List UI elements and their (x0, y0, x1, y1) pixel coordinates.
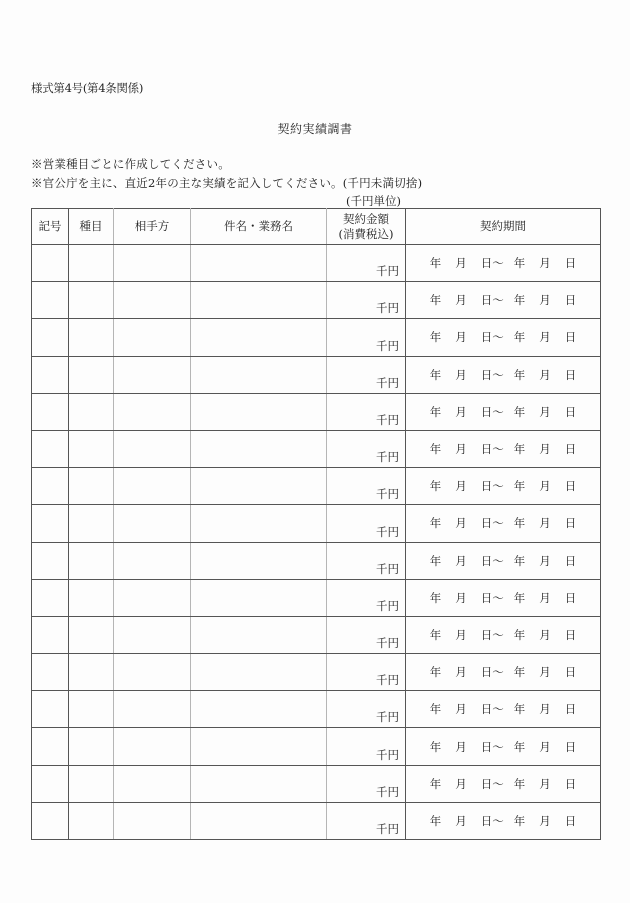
header-subject: 件名・業務名 (191, 209, 327, 245)
amount-unit: 千円 (376, 412, 399, 427)
period-to-day: 日 (564, 627, 577, 642)
period-from-day: 日〜 (480, 404, 504, 419)
period-from-day: 日〜 (480, 293, 504, 308)
cell-category[interactable] (69, 579, 114, 616)
period-from-year: 年 (429, 627, 442, 642)
cell-subject[interactable] (191, 691, 327, 728)
period-to-day: 日 (564, 479, 577, 494)
cell-amount[interactable] (327, 356, 406, 393)
amount-unit: 千円 (376, 375, 399, 390)
cell-subject[interactable] (191, 356, 327, 393)
cell-counterparty[interactable] (114, 765, 191, 802)
period-to-day: 日 (564, 256, 577, 271)
cell-period[interactable] (406, 616, 601, 653)
cell-period[interactable] (406, 654, 601, 691)
cell-code[interactable] (32, 765, 69, 802)
table-row (32, 579, 601, 616)
table-row (32, 468, 601, 505)
period-from-month: 月 (455, 553, 467, 568)
period-from-month: 月 (455, 702, 467, 717)
header-amount-line1: 契約金額 (343, 211, 389, 226)
cell-category[interactable] (69, 505, 114, 542)
cell-category[interactable] (69, 802, 114, 839)
period-from-year: 年 (429, 442, 442, 457)
period-to-month: 月 (539, 479, 551, 494)
period-from-month: 月 (455, 516, 467, 531)
cell-amount[interactable] (327, 468, 406, 505)
header-category: 種目 (69, 209, 114, 245)
cell-counterparty[interactable] (114, 245, 191, 282)
period-from-month: 月 (455, 739, 467, 754)
amount-unit: 千円 (376, 487, 399, 502)
cell-counterparty[interactable] (114, 654, 191, 691)
cell-category[interactable] (69, 468, 114, 505)
period-from-year: 年 (429, 776, 442, 791)
cell-subject[interactable] (191, 505, 327, 542)
table-row (32, 654, 601, 691)
cell-amount[interactable] (327, 579, 406, 616)
cell-subject[interactable] (191, 430, 327, 467)
note-per-business-type: ※営業種目ごとに作成してください。 (31, 157, 230, 171)
period-from-month: 月 (455, 330, 467, 345)
cell-category[interactable] (69, 616, 114, 653)
table-row (32, 430, 601, 467)
period-to-year: 年 (513, 776, 526, 791)
table-row (32, 282, 601, 319)
period-to-month: 月 (539, 293, 551, 308)
header-counterparty: 相手方 (114, 209, 191, 245)
document-title-wrap (0, 120, 630, 137)
table-row (32, 691, 601, 728)
period-to-month: 月 (539, 590, 551, 605)
period-to-month: 月 (539, 813, 551, 828)
cell-period[interactable] (406, 765, 601, 802)
period-from-year: 年 (429, 256, 442, 271)
amount-unit: 千円 (376, 784, 399, 799)
cell-amount[interactable] (327, 430, 406, 467)
cell-subject[interactable] (191, 728, 327, 765)
cell-code[interactable] (32, 579, 69, 616)
cell-period[interactable] (406, 542, 601, 579)
period-from-day: 日〜 (480, 516, 504, 531)
cell-period[interactable] (406, 393, 601, 430)
period-from-year: 年 (429, 702, 442, 717)
period-to-day: 日 (564, 293, 577, 308)
cell-amount[interactable] (327, 542, 406, 579)
period-from-month: 月 (455, 404, 467, 419)
period-to-year: 年 (513, 404, 526, 419)
cell-counterparty[interactable] (114, 282, 191, 319)
amount-unit: 千円 (376, 822, 399, 836)
period-to-day: 日 (564, 702, 577, 717)
cell-amount[interactable] (327, 802, 406, 839)
period-to-year: 年 (513, 590, 526, 605)
period-to-month: 月 (539, 776, 551, 791)
cell-period[interactable] (406, 579, 601, 616)
cell-subject[interactable] (191, 616, 327, 653)
cell-amount[interactable] (327, 654, 406, 691)
cell-counterparty[interactable] (114, 468, 191, 505)
cell-subject[interactable] (191, 282, 327, 319)
period-from-day: 日〜 (480, 256, 504, 271)
period-to-day: 日 (564, 739, 577, 754)
cell-subject[interactable] (191, 579, 327, 616)
cell-period[interactable] (406, 282, 601, 319)
header-period: 契約期間 (406, 209, 601, 245)
period-to-month: 月 (539, 627, 551, 642)
period-from-day: 日〜 (480, 739, 504, 754)
period-to-year: 年 (513, 256, 526, 271)
cell-code[interactable] (32, 802, 69, 839)
period-to-day: 日 (564, 442, 577, 457)
period-from-year: 年 (429, 293, 442, 308)
cell-period[interactable] (406, 691, 601, 728)
cell-amount[interactable] (327, 282, 406, 319)
period-from-year: 年 (429, 813, 442, 828)
table-row (32, 245, 601, 282)
period-from-month: 月 (455, 813, 467, 828)
period-to-year: 年 (513, 367, 526, 382)
period-from-day: 日〜 (480, 665, 504, 680)
period-from-month: 月 (455, 367, 467, 382)
table-row (32, 319, 601, 356)
period-to-month: 月 (539, 404, 551, 419)
unit-label: (千円単位) (346, 194, 401, 208)
cell-code[interactable] (32, 282, 69, 319)
amount-unit: 千円 (376, 598, 399, 613)
period-from-day: 日〜 (480, 590, 504, 605)
period-to-year: 年 (513, 702, 526, 717)
period-to-day: 日 (564, 776, 577, 791)
amount-unit: 千円 (376, 264, 399, 279)
period-from-month: 月 (455, 590, 467, 605)
period-from-year: 年 (429, 739, 442, 754)
amount-unit: 千円 (376, 450, 399, 465)
period-to-month: 月 (539, 516, 551, 531)
period-from-year: 年 (429, 479, 442, 494)
period-from-month: 月 (455, 442, 467, 457)
table-row (32, 356, 601, 393)
cell-counterparty[interactable] (114, 616, 191, 653)
cell-category[interactable] (69, 542, 114, 579)
table-row (32, 616, 601, 653)
cell-counterparty[interactable] (114, 319, 191, 356)
cell-category[interactable] (69, 393, 114, 430)
cell-amount[interactable] (327, 393, 406, 430)
cell-counterparty[interactable] (114, 728, 191, 765)
amount-unit: 千円 (376, 524, 399, 539)
cell-subject[interactable] (191, 245, 327, 282)
header-amount (327, 209, 406, 245)
cell-period[interactable] (406, 356, 601, 393)
cell-category[interactable] (69, 430, 114, 467)
period-from-month: 月 (455, 665, 467, 680)
period-from-day: 日〜 (480, 813, 504, 828)
cell-category[interactable] (69, 319, 114, 356)
cell-code[interactable] (32, 468, 69, 505)
cell-code[interactable] (32, 393, 69, 430)
period-from-day: 日〜 (480, 627, 504, 642)
header-code: 記号 (32, 209, 69, 245)
period-from-month: 月 (455, 627, 467, 642)
cell-amount[interactable] (327, 245, 406, 282)
period-from-month: 月 (455, 256, 467, 271)
cell-category[interactable] (69, 245, 114, 282)
period-from-day: 日〜 (480, 442, 504, 457)
cell-code[interactable] (32, 430, 69, 467)
period-to-year: 年 (513, 665, 526, 680)
period-to-month: 月 (539, 330, 551, 345)
cell-counterparty[interactable] (114, 691, 191, 728)
period-to-year: 年 (513, 553, 526, 568)
cell-amount[interactable] (327, 728, 406, 765)
cell-period[interactable] (406, 245, 601, 282)
cell-amount[interactable] (327, 691, 406, 728)
period-from-month: 月 (455, 293, 467, 308)
period-to-month: 月 (539, 553, 551, 568)
period-from-year: 年 (429, 330, 442, 345)
amount-unit: 千円 (376, 747, 399, 762)
cell-code[interactable] (32, 654, 69, 691)
period-from-month: 月 (455, 479, 467, 494)
cell-subject[interactable] (191, 542, 327, 579)
cell-category[interactable] (69, 282, 114, 319)
cell-period[interactable] (406, 505, 601, 542)
period-to-year: 年 (513, 479, 526, 494)
cell-counterparty[interactable] (114, 393, 191, 430)
period-to-day: 日 (564, 813, 577, 828)
contract-record-table (31, 208, 601, 840)
cell-amount[interactable] (327, 616, 406, 653)
cell-counterparty[interactable] (114, 430, 191, 467)
period-to-day: 日 (564, 590, 577, 605)
cell-period[interactable] (406, 319, 601, 356)
table-row (32, 728, 601, 765)
period-to-day: 日 (564, 367, 577, 382)
cell-code[interactable] (32, 505, 69, 542)
period-to-year: 年 (513, 330, 526, 345)
cell-counterparty[interactable] (114, 579, 191, 616)
period-to-year: 年 (513, 813, 526, 828)
period-to-year: 年 (513, 627, 526, 642)
period-to-month: 月 (539, 665, 551, 680)
period-from-day: 日〜 (480, 367, 504, 382)
period-from-day: 日〜 (480, 330, 504, 345)
cell-code[interactable] (32, 691, 69, 728)
cell-subject[interactable] (191, 468, 327, 505)
table-row (32, 505, 601, 542)
period-to-day: 日 (564, 516, 577, 531)
header-amount-line2: (消費税込) (338, 226, 394, 241)
form-number: 様式第4号(第4条関係) (31, 81, 144, 95)
table-row (32, 393, 601, 430)
period-to-year: 年 (513, 293, 526, 308)
period-to-month: 月 (539, 702, 551, 717)
cell-category[interactable] (69, 728, 114, 765)
cell-code[interactable] (32, 728, 69, 765)
amount-unit: 千円 (376, 338, 399, 353)
table-row (32, 802, 601, 839)
period-from-year: 年 (429, 404, 442, 419)
cell-counterparty[interactable] (114, 505, 191, 542)
cell-period[interactable] (406, 468, 601, 505)
table-row (32, 542, 601, 579)
period-from-month: 月 (455, 776, 467, 791)
cell-subject[interactable] (191, 319, 327, 356)
cell-code[interactable] (32, 245, 69, 282)
period-to-year: 年 (513, 739, 526, 754)
cell-amount[interactable] (327, 319, 406, 356)
cell-code[interactable] (32, 319, 69, 356)
period-from-day: 日〜 (480, 553, 504, 568)
cell-period[interactable] (406, 430, 601, 467)
cell-code[interactable] (32, 616, 69, 653)
cell-period[interactable] (406, 728, 601, 765)
table-header-row (32, 209, 601, 245)
period-to-month: 月 (539, 256, 551, 271)
period-to-year: 年 (513, 516, 526, 531)
period-to-day: 日 (564, 404, 577, 419)
period-from-year: 年 (429, 516, 442, 531)
cell-category[interactable] (69, 691, 114, 728)
amount-unit: 千円 (376, 673, 399, 688)
period-from-day: 日〜 (480, 479, 504, 494)
period-to-day: 日 (564, 665, 577, 680)
period-to-month: 月 (539, 367, 551, 382)
period-to-year: 年 (513, 442, 526, 457)
note-recent-records: ※官公庁を主に、直近2年の主な実績を記入してください。(千円未満切捨) (31, 176, 423, 190)
period-to-month: 月 (539, 739, 551, 754)
cell-subject[interactable] (191, 654, 327, 691)
amount-unit: 千円 (376, 561, 399, 576)
cell-category[interactable] (69, 765, 114, 802)
cell-subject[interactable] (191, 802, 327, 839)
cell-period[interactable] (406, 802, 601, 839)
cell-amount[interactable] (327, 765, 406, 802)
table-row (32, 765, 601, 802)
amount-unit: 千円 (376, 301, 399, 316)
cell-subject[interactable] (191, 393, 327, 430)
document-title: 契約実績調書 (277, 122, 353, 136)
amount-unit: 千円 (376, 710, 399, 725)
period-from-day: 日〜 (480, 776, 504, 791)
period-from-year: 年 (429, 367, 442, 382)
amount-unit: 千円 (376, 636, 399, 651)
cell-amount[interactable] (327, 505, 406, 542)
period-from-year: 年 (429, 665, 442, 680)
period-to-day: 日 (564, 553, 577, 568)
period-from-year: 年 (429, 553, 442, 568)
cell-category[interactable] (69, 356, 114, 393)
cell-counterparty[interactable] (114, 542, 191, 579)
period-from-year: 年 (429, 590, 442, 605)
cell-code[interactable] (32, 542, 69, 579)
period-to-day: 日 (564, 330, 577, 345)
period-from-day: 日〜 (480, 702, 504, 717)
cell-subject[interactable] (191, 765, 327, 802)
cell-counterparty[interactable] (114, 356, 191, 393)
cell-category[interactable] (69, 654, 114, 691)
cell-counterparty[interactable] (114, 802, 191, 839)
cell-code[interactable] (32, 356, 69, 393)
period-to-month: 月 (539, 442, 551, 457)
